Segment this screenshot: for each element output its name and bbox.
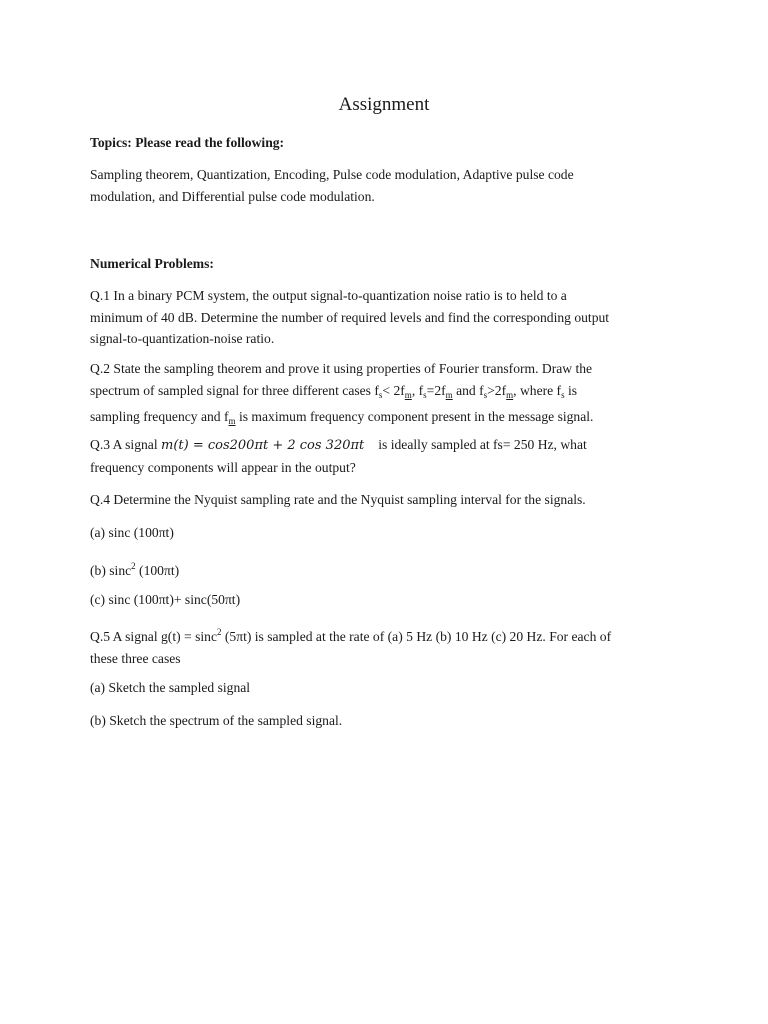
subscript-s: s xyxy=(423,389,427,400)
page-title: Assignment xyxy=(338,94,430,115)
q2-text: , f xyxy=(411,382,424,398)
superscript-2: 2 xyxy=(216,627,222,637)
q4-line-1: Q.4 Determine the Nyquist sampling rate and the Nyquist sampling interval for the signals. xyxy=(90,492,586,507)
q5-text: Q.5 A signal g(t) = sinc xyxy=(90,629,217,644)
question-1 xyxy=(90,285,670,350)
q4-item-a: (a) sinc (100πt) xyxy=(90,525,174,540)
topics-body xyxy=(90,164,670,207)
q5-line-1 xyxy=(90,622,670,648)
q3-text: is ideally sampled at fs= 250 Hz, what xyxy=(378,437,587,452)
subscript-s: s xyxy=(483,389,488,400)
q1-line-2: minimum of 40 dB. Determine the number of required levels and find the corresponding output xyxy=(90,309,610,325)
q4-item-c: (c) sinc (100πt)+ sinc(50πt) xyxy=(90,592,241,607)
q2-line-3 xyxy=(90,406,670,433)
subscript-s: s xyxy=(561,389,565,400)
q3-equation: m(t) = cos200πt + 2 cos 320πt xyxy=(161,438,365,453)
subscript-s: s xyxy=(378,389,383,400)
q2-text: =2f xyxy=(426,382,446,398)
q2-line-1: Q.2 State the sampling theorem and prove it using properties of Fourier transform. Draw the xyxy=(90,361,593,376)
q1-line-1: Q.1 In a binary PCM system, the output signal-to-quantization noise ratio is to held to a xyxy=(90,288,567,303)
q4-item-b xyxy=(90,556,670,582)
q3-line-2: frequency components will appear in the output? xyxy=(90,459,356,475)
numerical-heading: Numerical Problems: xyxy=(90,256,214,271)
q5-text: (5πt) is sampled at the rate of (a) 5 Hz (b) 10 Hz (c) 20 Hz. For each of xyxy=(221,629,612,644)
q2-line-2 xyxy=(90,380,670,407)
subscript-m: m xyxy=(445,389,453,400)
question-5 xyxy=(90,622,670,669)
subscript-m: m xyxy=(404,389,412,400)
q3-text: Q.3 A signal xyxy=(90,437,161,452)
question-2 xyxy=(90,358,670,433)
q3-line-1 xyxy=(90,434,670,457)
topics-line-1: Sampling theorem, Quantization, Encoding, Pulse code modulation, Adaptive pulse code xyxy=(90,167,574,182)
q4-text: (100πt) xyxy=(135,563,180,578)
q2-text: is maximum frequency component present in the message signal. xyxy=(235,409,594,424)
q1-line-3: signal-to-quantization-noise ratio. xyxy=(90,331,275,346)
superscript-2: 2 xyxy=(131,561,136,571)
q2-text: >2f xyxy=(487,382,507,398)
q2-text: , where f xyxy=(513,382,562,398)
q4-text: (b) sinc xyxy=(90,563,132,578)
subscript-m: m xyxy=(506,389,514,400)
question-3 xyxy=(90,434,670,478)
q2-text: spectrum of sampled signal for three different cases f xyxy=(90,382,379,398)
q2-text: sampling frequency and f xyxy=(90,409,229,424)
q5-item-b: (b) Sketch the spectrum of the sampled signal. xyxy=(90,713,343,728)
topics-line-2: modulation, and Differential pulse code modulation. xyxy=(90,188,375,204)
topics-heading: Topics: Please read the following: xyxy=(90,135,285,150)
q2-text: and f xyxy=(452,382,484,398)
q5-line-2: these three cases xyxy=(90,650,181,666)
subscript-m: m xyxy=(228,416,236,426)
q2-text: is xyxy=(564,382,578,398)
q5-item-a: (a) Sketch the sampled signal xyxy=(90,680,251,695)
q2-text: < 2f xyxy=(382,382,405,398)
